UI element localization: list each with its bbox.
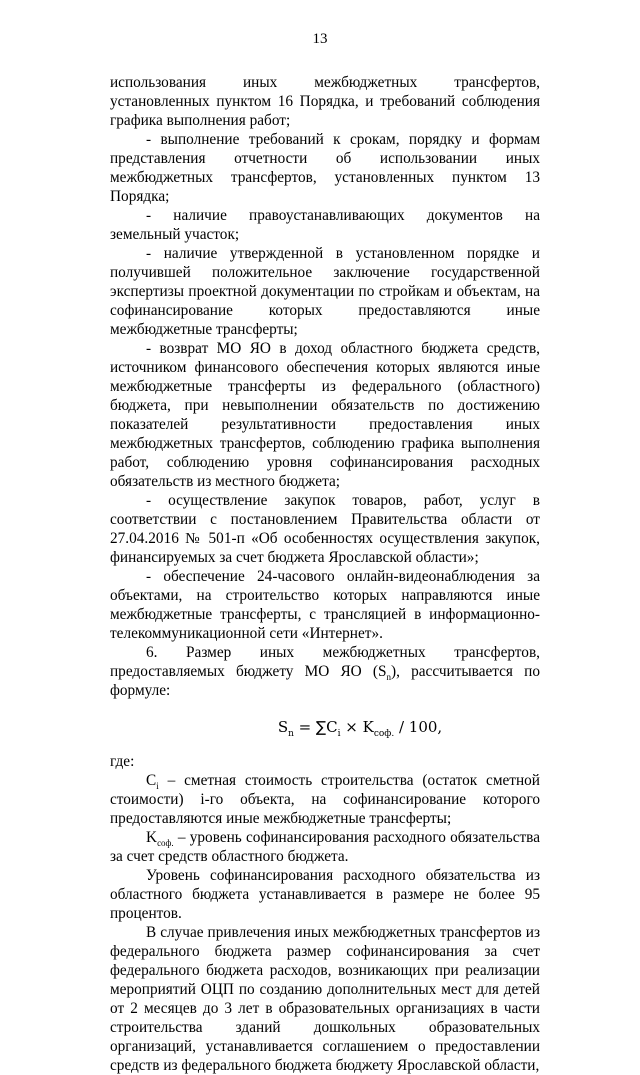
definition-k-sub: соф. bbox=[157, 838, 174, 849]
formula-tail: / 100, bbox=[394, 718, 443, 736]
list-item: - выполнение требований к срокам, порядку и формам представления отчетности об использовании иных межбюджетных трансфертов, установленных пунктом 13 Порядка; bbox=[110, 131, 540, 205]
definition-c bbox=[110, 771, 540, 828]
item-6-text-end: ), рассчитывается по формуле: bbox=[110, 663, 540, 699]
definition-k-text: – уровень софинансирования расходного обязательства за счет средств областного бюджета. bbox=[110, 829, 540, 865]
item-6-paragraph bbox=[110, 643, 540, 700]
formula-k-sub: соф. bbox=[373, 729, 395, 739]
list-item: - возврат МО ЯО в доход областного бюджета средств, источником финансового обеспечения которых являются иные межбюджетные трансферты из федерального (областного) бюджета, при невыполнении обязательств по достижению показателей результативности предоставления иных межбюджетных трансфертов, соблюдению графика выполнения работ, соблюдению уровня софинансирования расходных обязательств из местного бюджета; bbox=[110, 340, 540, 490]
item-6-subscript: n bbox=[386, 672, 392, 683]
list-item: - обеспечение 24-часового онлайн-видеонаблюдения за объектами, на строительство которых направляются иные межбюджетные трансферты, с трансляцией в информационно-телекоммуникационной сети «Интернет». bbox=[110, 568, 540, 642]
formula bbox=[110, 716, 540, 738]
list-item: - наличие правоустанавливающих документов на земельный участок; bbox=[110, 207, 540, 243]
list-item: - осуществление закупок товаров, работ, услуг в соответствии с постановлением Правительства области от 27.04.2016 № 501-п «Об особенностях осуществления закупок, финансируемых за счет бюджета Ярославской области»; bbox=[110, 492, 540, 566]
formula-c-sub: i bbox=[337, 729, 341, 739]
paragraph: использования иных межбюджетных трансфертов, установленных пунктом 16 Порядка, и требований соблюдения графика выполнения работ; bbox=[110, 74, 540, 129]
page-number: 13 bbox=[312, 31, 328, 47]
formula-equals: = bbox=[293, 718, 316, 736]
definition-c-sub: i bbox=[156, 781, 159, 792]
paragraph: Уровень софинансирования расходного обязательства из областного бюджета устанавливается в размере не более 95 процентов. bbox=[110, 867, 540, 922]
definition-k-symbol: K bbox=[146, 829, 158, 846]
item-6-text: 6. Размер иных межбюджетных трансфертов, предоставляемых бюджету МО ЯО (S bbox=[110, 644, 540, 680]
formula-c: C bbox=[326, 718, 338, 736]
definition-k bbox=[110, 828, 540, 866]
formula-lhs-sub: n bbox=[288, 729, 294, 739]
definition-c-symbol: C bbox=[146, 772, 157, 789]
formula-times: × bbox=[340, 718, 363, 736]
sum-symbol: ∑ bbox=[316, 718, 327, 736]
list-item: - наличие утвержденной в установленном порядке и получившей положительное заключение государственной экспертизы проектной документации по стройкам и объектам, на софинансирование которых предоставляются иные межбюджетные трансферты; bbox=[110, 245, 540, 338]
paragraph: В случае привлечения иных межбюджетных трансфертов из федерального бюджета размер софинансирования за счет федерального бюджета расходов, возникающих при реализации мероприятий ОЦП по созданию дополнительных мест для детей от 2 месяцев до 3 лет в образовательных организациях в части строительства зданий дошкольных образовательных организаций, устанавливается соглашением о предоставлении средств из федерального бюджета бюджету Ярославской области, bbox=[110, 924, 540, 1074]
formula-lhs: S bbox=[277, 718, 289, 736]
document-body bbox=[110, 73, 540, 1075]
where-label: где: bbox=[110, 753, 135, 770]
formula-k: K bbox=[362, 718, 374, 736]
definition-c-text: – сметная стоимость строительства (остаток сметной стоимости) i-го объекта, на софинансирование которого предоставляются иные межбюджетные трансферты; bbox=[110, 772, 540, 827]
